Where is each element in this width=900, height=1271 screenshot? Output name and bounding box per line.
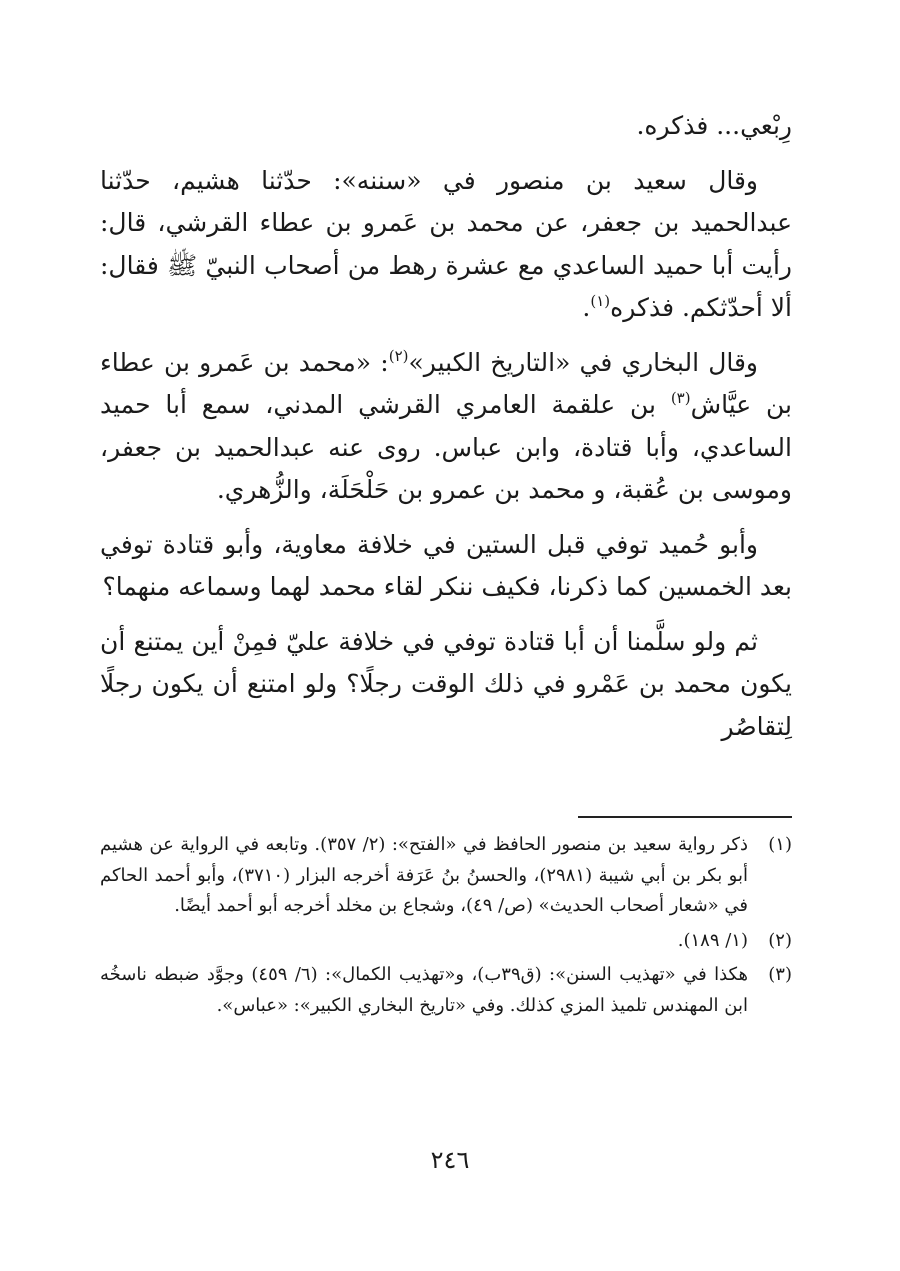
footnote-divider [578,816,792,818]
footnotes [100,830,792,1025]
main-text [100,105,792,748]
footnote-text: هكذا في «تهذيب السنن»: (ق٣٩ب)، و«تهذيب الكمال»: (٦/ ٤٥٩) وجوَّد ضبطه ناسخُه ابن المهندس تلميذ المزي كذلك. وفي «تاريخ البخاري الكبير»: «عباس». [100,964,748,1016]
footnote-2 [100,926,792,957]
paragraph-5: ثم ولو سلَّمنا أن أبا قتادة توفي في خلافة عليّ فمِنْ أين يمتنع أن يكون محمد بن عَمْرو في ذلك الوقت رجلًا؟ ولو امتنع أن يكون رجلًا لِتقاصُر [100,626,792,741]
footnote-text: ذكر رواية سعيد بن منصور الحافظ في «الفتح»: (٢/ ٣٥٧). وتابعه في الرواية عن هشيم أبو بكر بن أبي شيبة (٢٩٨١)، والحسنُ بنُ عَرَفة أخرجه البزار (٣٧١٠)، وأبو أحمد الحاكم في «شعار أصحاب الحديث» (ص/ ٤٩)، وشجاع بن مخلد أخرجه أبو أحمد أيضًا. [100,834,748,916]
paragraph-4: وأبو حُميد توفي قبل الستين في خلافة معاوية، وأبو قتادة توفي بعد الخمسين كما ذكرنا، فكيف ننكر لقاء محمد لهما وسماعه منهما؟ [100,529,792,601]
footnote-text: (١/ ١٨٩). [677,929,748,951]
footnote-3 [100,960,792,1021]
footnote-number: (٢) [768,929,792,951]
paragraph-2-text: وقال سعيد بن منصور في «سننه»: حدّثنا هشيم، حدّثنا عبدالحميد بن جعفر، عن محمد بن عَمرو بن عطاء القرشي، قال: رأيت أبا حميد الساعدي مع عشرة رهط من أصحاب النبيّ ﷺ فقال: ألا أحدّثكم. فذكره [100,165,792,322]
paragraph-3 [100,342,792,512]
footnote-1 [100,830,792,922]
footnote-ref-3[interactable]: (٣) [670,389,691,407]
paragraph-3-part-b: : «محمد بن عَمرو بن عطاء بن عيَّاش [100,347,792,419]
paragraph-2 [100,160,792,330]
paragraph-1: رِبْعي... فذكره. [636,111,792,140]
footnote-ref-2[interactable]: (٢) [388,346,409,365]
paragraph-3-part-c: بن علقمة العامري القرشي المدني، سمع أبا حميد الساعدي، وأبا قتادة، وابن عباس. روى عنه عبدالحميد بن جعفر، وموسى بن عُقبة، و محمد بن عمرو بن حَلْحَلَة، والزُّهري. [100,390,792,504]
paragraph-2-end: . [582,293,591,322]
paragraph-3-part-a: وقال البخاري في «التاريخ الكبير» [408,347,758,377]
footnote-number: (١) [768,834,792,855]
footnote-number: (٣) [768,964,792,985]
footnote-ref-1[interactable]: (١) [590,292,611,310]
page-number: ٢٤٦ [430,1146,470,1174]
